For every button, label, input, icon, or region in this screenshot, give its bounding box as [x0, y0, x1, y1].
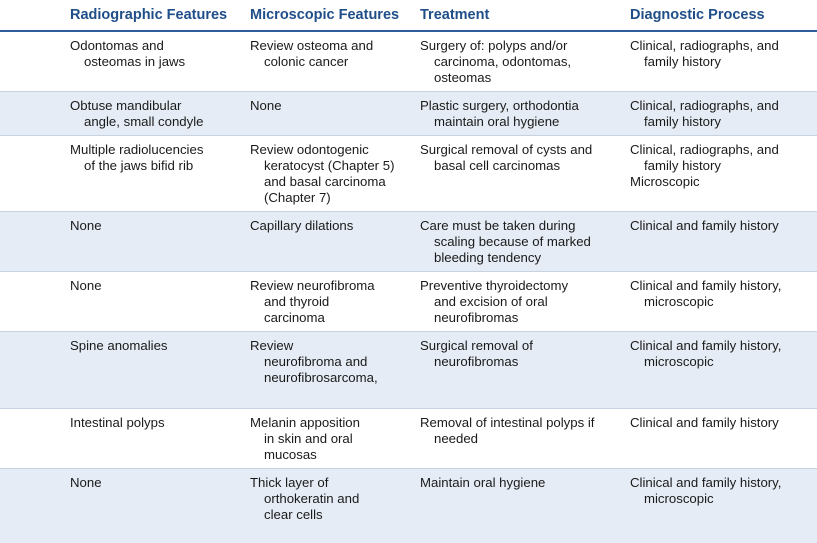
cell-line: Surgery of: polyps and/or	[420, 38, 568, 53]
header-row	[0, 0, 817, 31]
cell-line: Intestinal polyps	[70, 414, 165, 430]
cell-line: bleeding tendency	[434, 249, 542, 265]
cell-line: Clinical and family history,	[630, 474, 782, 490]
cell-line: keratocyst (Chapter 5)	[264, 157, 395, 173]
cell-line: Review	[250, 337, 294, 353]
table-row	[0, 211, 817, 271]
header-treatment: Treatment	[420, 7, 490, 23]
cell-microscopic	[250, 468, 420, 543]
cell-line: Obtuse mandibular	[70, 97, 182, 113]
cell-line: basal cell carcinomas	[434, 157, 561, 173]
cell-line: family history	[644, 113, 721, 129]
cell-diagnostic	[630, 211, 817, 271]
cell-radiographic	[70, 271, 250, 331]
cell-line: maintain oral hygiene	[434, 113, 560, 129]
header-radiographic: Radiographic Features	[70, 7, 228, 23]
cell-line: Review osteoma and	[250, 38, 374, 53]
cell-treatment	[420, 31, 630, 91]
cell-line: carcinoma	[264, 309, 325, 325]
cell-diagnostic	[630, 331, 817, 408]
cell-line: and basal carcinoma	[264, 173, 386, 189]
cell-line: (Chapter 7)	[264, 189, 331, 205]
cell-line: of the jaws bifid rib	[84, 157, 194, 173]
cell-line: orthokeratin and	[264, 490, 360, 506]
cell-line: in skin and oral	[264, 430, 353, 446]
cell-diagnostic	[630, 408, 817, 468]
cell-microscopic	[250, 91, 420, 135]
cell-line: needed	[434, 430, 479, 446]
table-row	[0, 408, 817, 468]
cell-line: Odontomas and	[70, 38, 164, 53]
cell-line: neurofibroma and	[264, 353, 368, 369]
cell-line: microscopic	[644, 490, 714, 506]
cell-microscopic	[250, 31, 420, 91]
cell-radiographic	[70, 91, 250, 135]
cell-line: family history	[644, 157, 721, 173]
table-row	[0, 271, 817, 331]
cell-line: Surgical removal of cysts and	[420, 141, 593, 157]
cell-line: microscopic	[644, 353, 714, 369]
cell-line: Microscopic	[630, 173, 700, 189]
cell-line: and excision of oral	[434, 293, 548, 309]
table-row	[0, 91, 817, 135]
cell-radiographic	[70, 31, 250, 91]
cell-treatment	[420, 211, 630, 271]
cell-treatment	[420, 91, 630, 135]
cell-line: neurofibromas	[434, 353, 519, 369]
cell-line: None	[250, 97, 282, 113]
row-spacer	[0, 135, 70, 211]
cell-line: Multiple radiolucencies	[70, 141, 204, 157]
cell-diagnostic	[630, 135, 817, 211]
row-spacer	[0, 91, 70, 135]
row-spacer	[0, 331, 70, 408]
cell-treatment	[420, 331, 630, 408]
cell-line: Surgical removal of	[420, 337, 533, 353]
cell-line: angle, small condyle	[84, 113, 204, 129]
cell-microscopic	[250, 331, 420, 408]
table-row	[0, 135, 817, 211]
cell-line: Clinical and family history	[630, 217, 779, 233]
cell-line: Maintain oral hygiene	[420, 474, 546, 490]
cell-line: neurofibromas	[434, 309, 519, 325]
table-header	[0, 0, 817, 31]
cell-line: carcinoma, odontomas,	[434, 54, 572, 69]
cell-diagnostic	[630, 31, 817, 91]
table-body	[0, 31, 817, 543]
row-spacer	[0, 211, 70, 271]
cell-line: Review neurofibroma	[250, 277, 375, 293]
cell-microscopic	[250, 408, 420, 468]
row-spacer	[0, 271, 70, 331]
cell-line: Removal of intestinal polyps if	[420, 414, 595, 430]
cell-line: Plastic surgery, orthodontia	[420, 97, 579, 113]
table-row	[0, 468, 817, 543]
cell-treatment	[420, 135, 630, 211]
cell-line: clear cells	[264, 506, 323, 522]
cell-line: Clinical and family history,	[630, 337, 782, 353]
cell-line: scaling because of marked	[434, 233, 591, 249]
row-spacer	[0, 468, 70, 543]
cell-line: and thyroid	[264, 293, 330, 309]
table-row	[0, 31, 817, 91]
cell-microscopic	[250, 211, 420, 271]
cell-radiographic	[70, 408, 250, 468]
cell-line: None	[70, 474, 102, 490]
table-row	[0, 331, 817, 408]
cell-radiographic	[70, 211, 250, 271]
cell-line: Clinical and family history,	[630, 277, 782, 293]
row-spacer	[0, 31, 70, 91]
cell-line: neurofibrosarcoma,	[264, 369, 378, 385]
cell-radiographic	[70, 331, 250, 408]
header-spacer	[0, 0, 70, 31]
cell-line: microscopic	[644, 293, 714, 309]
cell-line: family history	[644, 54, 721, 69]
cell-microscopic	[250, 271, 420, 331]
cell-line: osteomas in jaws	[84, 54, 186, 69]
cell-line: Preventive thyroidectomy	[420, 277, 569, 293]
cell-line: colonic cancer	[264, 54, 349, 69]
header-microscopic: Microscopic Features	[250, 7, 400, 23]
cell-line: None	[70, 217, 102, 233]
row-spacer	[0, 408, 70, 468]
cell-line: Melanin apposition	[250, 414, 360, 430]
cell-line: Review odontogenic	[250, 141, 369, 157]
cell-treatment	[420, 271, 630, 331]
cell-line: Clinical, radiographs, and	[630, 38, 779, 53]
cell-line: Clinical and family history	[630, 414, 779, 430]
header-diagnostic: Diagnostic Process	[630, 7, 765, 23]
cell-microscopic	[250, 135, 420, 211]
cell-radiographic	[70, 135, 250, 211]
cell-line: Spine anomalies	[70, 337, 168, 353]
cell-line: Clinical, radiographs, and	[630, 97, 779, 113]
cell-radiographic	[70, 468, 250, 543]
cell-line: mucosas	[264, 446, 317, 462]
cell-diagnostic	[630, 91, 817, 135]
cell-line: osteomas	[434, 70, 492, 85]
cell-diagnostic	[630, 468, 817, 543]
cell-line: Thick layer of	[250, 474, 329, 490]
cell-diagnostic	[630, 271, 817, 331]
cell-treatment	[420, 408, 630, 468]
cell-treatment	[420, 468, 630, 543]
cell-line: Care must be taken during	[420, 217, 576, 233]
cell-line: None	[70, 277, 102, 293]
cell-line: Clinical, radiographs, and	[630, 141, 779, 157]
cell-line: Capillary dilations	[250, 217, 354, 233]
